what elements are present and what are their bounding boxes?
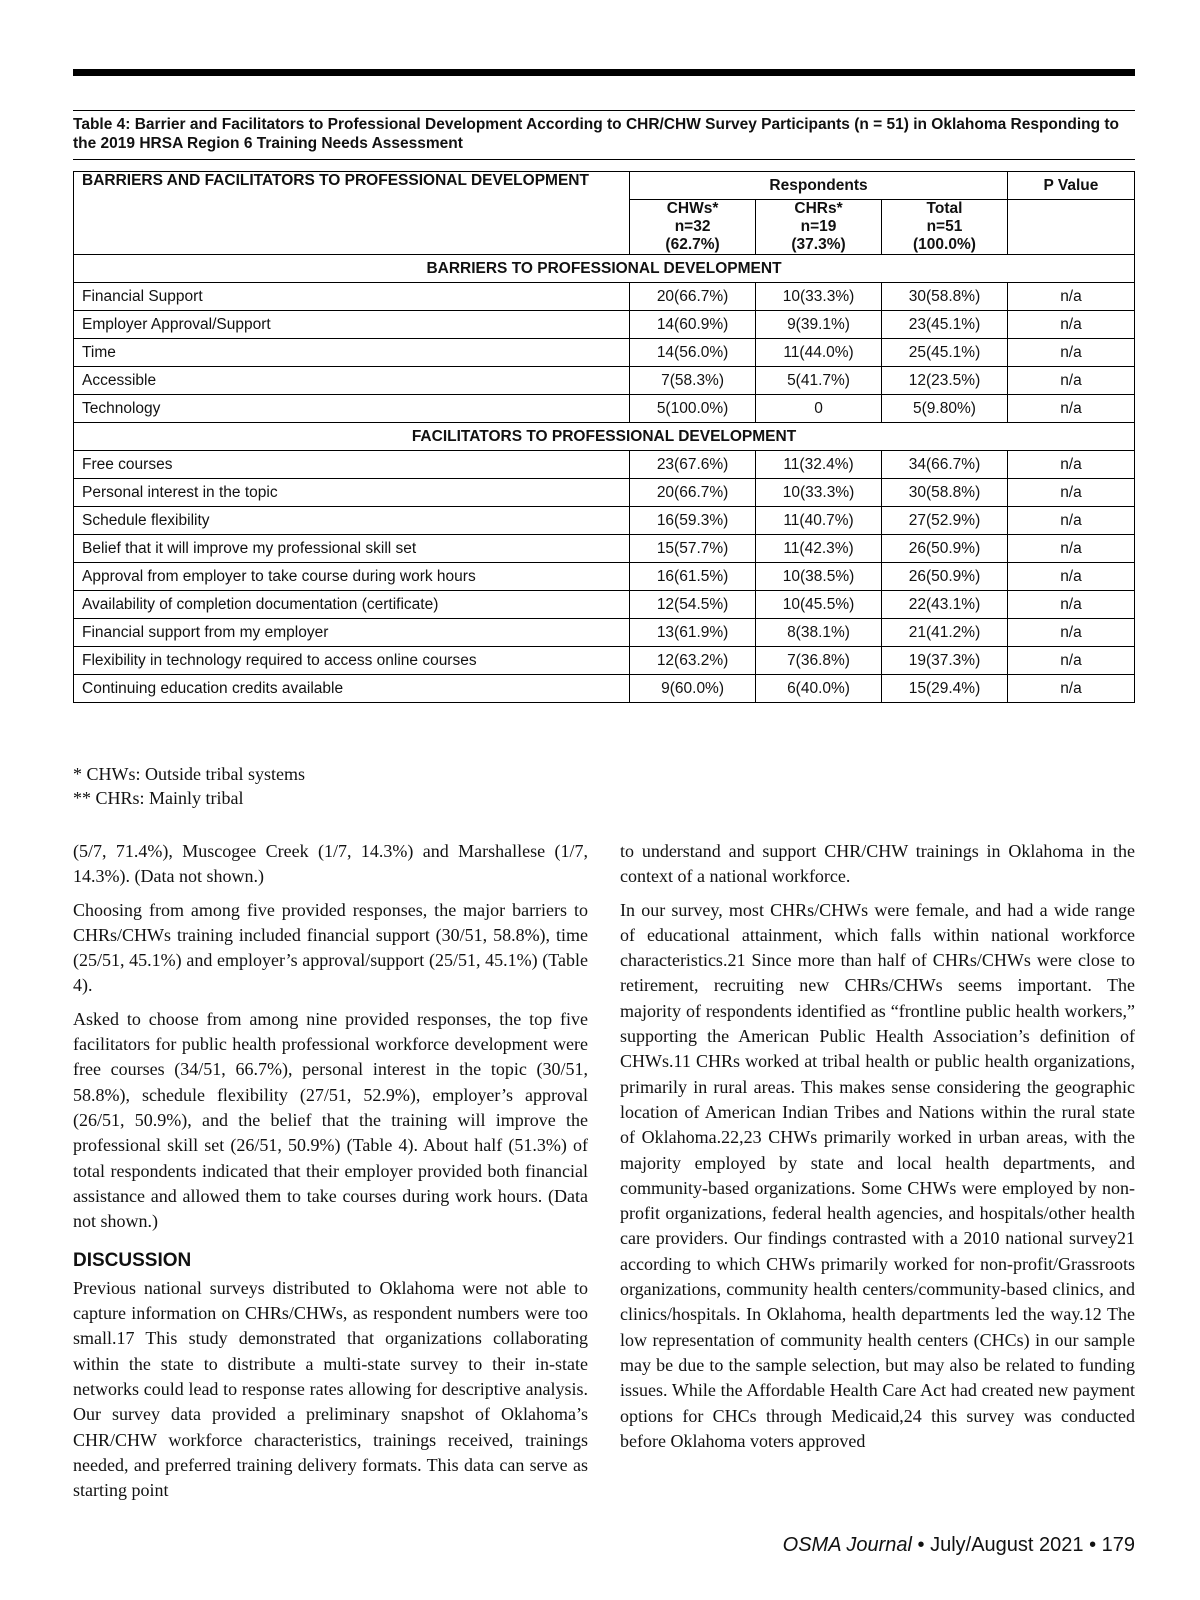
cell-chws: 12(54.5%) [630, 591, 756, 619]
table-notes [73, 762, 305, 810]
cell-total: 25(45.1%) [882, 339, 1008, 367]
results-table [73, 171, 1135, 703]
cell-pvalue: n/a [1007, 563, 1134, 591]
row-label: Schedule flexibility [74, 507, 630, 535]
subheader-pvalue-empty [1007, 200, 1134, 255]
barriers-body [74, 283, 1135, 423]
row-label: Belief that it will improve my professional skill set [74, 535, 630, 563]
cell-total: 30(58.8%) [882, 283, 1008, 311]
header-respondents: Respondents [630, 172, 1008, 200]
subheader-chrs: CHRs* n=19 (37.3%) [756, 200, 882, 255]
cell-chrs: 11(40.7%) [756, 507, 882, 535]
row-label: Financial support from my employer [74, 619, 630, 647]
cell-pvalue: n/a [1007, 339, 1134, 367]
table-row [74, 367, 1135, 395]
cell-chws: 20(66.7%) [630, 283, 756, 311]
table-row [74, 395, 1135, 423]
header-barriers: BARRIERS AND FACILITATORS TO PROFESSIONAL DEVELOPMENT [74, 172, 630, 255]
cell-chrs: 8(38.1%) [756, 619, 882, 647]
cell-pvalue: n/a [1007, 675, 1134, 703]
table-row [74, 563, 1135, 591]
cell-pvalue: n/a [1007, 507, 1134, 535]
table-row [74, 339, 1135, 367]
cell-chws: 12(63.2%) [630, 647, 756, 675]
cell-chws: 14(56.0%) [630, 339, 756, 367]
cell-pvalue: n/a [1007, 395, 1134, 423]
cell-chrs: 9(39.1%) [756, 311, 882, 339]
section-heading: DISCUSSION [73, 1250, 192, 1272]
row-label: Continuing education credits available [74, 675, 630, 703]
table-row [74, 647, 1135, 675]
note-chws: * CHWs: Outside tribal systems [73, 764, 305, 784]
cell-total: 22(43.1%) [882, 591, 1008, 619]
header-pvalue: P Value [1007, 172, 1134, 200]
cell-chrs: 10(45.5%) [756, 591, 882, 619]
table-caption-box [73, 110, 1135, 160]
cell-total: 26(50.9%) [882, 535, 1008, 563]
body-paragraph: Previous national surveys distributed to Oklahoma were not able to capture information on CHRs/CHWs, as respondent numbers were too small.17 This study demonstrated that organizations collaborating within the state to distribute a multi-state survey to their in-state networks could lead to response rates allowing for descriptive analysis. Our survey data provided a preliminary snapshot of Oklahoma’s CHR/CHW workforce characteristics, trainings received, trainings needed, and preferred training delivery formats. This data can serve as starting point [73, 1277, 588, 1501]
table-row [74, 535, 1135, 563]
cell-chrs: 11(44.0%) [756, 339, 882, 367]
section-facilitators: FACILITATORS TO PROFESSIONAL DEVELOPMENT [74, 423, 1135, 451]
cell-chws: 5(100.0%) [630, 395, 756, 423]
facilitators-body [74, 451, 1135, 703]
cell-chws: 15(57.7%) [630, 535, 756, 563]
table-row [74, 507, 1135, 535]
table-row [74, 283, 1135, 311]
cell-chws: 20(66.7%) [630, 479, 756, 507]
cell-chrs: 10(38.5%) [756, 563, 882, 591]
cell-chrs: 5(41.7%) [756, 367, 882, 395]
cell-chws: 14(60.9%) [630, 311, 756, 339]
cell-chws: 16(61.5%) [630, 563, 756, 591]
table-header-row [74, 172, 1135, 200]
row-label: Accessible [74, 367, 630, 395]
subheader-chws: CHWs* n=32 (62.7%) [630, 200, 756, 255]
cell-chrs: 0 [756, 395, 882, 423]
cell-total: 30(58.8%) [882, 479, 1008, 507]
cell-pvalue: n/a [1007, 311, 1134, 339]
section-row-barriers [74, 255, 1135, 283]
cell-pvalue: n/a [1007, 535, 1134, 563]
cell-pvalue: n/a [1007, 367, 1134, 395]
table-row [74, 591, 1135, 619]
body-paragraph: In our survey, most CHRs/CHWs were female, and had a wide range of educational attainment, which falls within national workforce characteristics.21 Since more than half of CHRs/CHWs were close to retirement, recruiting new CHRs/CHWs seems important. The majority of respondents identified as “frontline public health workers,” supporting the American Public Health Association’s definition of CHWs.11 CHRs worked at tribal health or public health organizations, primarily in rural areas. This makes sense considering the geographic location of American Indian Tribes and Nations within the rural state of Oklahoma.22,23 CHWs primarily worked in urban areas, with the majority employed by state and local health departments, and community-based organizations. Some CHWs were employed by non-profit organizations, federal health agencies, and hospitals/other health care providers. Our findings contrasted with a 2010 national survey21 according to which CHWs primarily worked for non-profit/Grassroots organizations, community health centers/community-based clinics, and clinics/hospitals. In Oklahoma, health departments led the way.12 The low representation of community health centers (CHCs) in our sample may be due to the sample selection, but may also be related to funding issues. While the Affordable Health Care Act had created new payment options for CHCs through Medicaid,24 this survey was conducted before Oklahoma voters approved [620, 899, 1135, 1451]
row-label: Employer Approval/Support [74, 311, 630, 339]
cell-chws: 16(59.3%) [630, 507, 756, 535]
cell-chrs: 10(33.3%) [756, 479, 882, 507]
row-label: Time [74, 339, 630, 367]
cell-chws: 7(58.3%) [630, 367, 756, 395]
table-row [74, 619, 1135, 647]
subheader-total: Total n=51 (100.0%) [882, 200, 1008, 255]
row-label: Availability of completion documentation (certificate) [74, 591, 630, 619]
cell-chws: 9(60.0%) [630, 675, 756, 703]
cell-chws: 23(67.6%) [630, 451, 756, 479]
cell-chrs: 6(40.0%) [756, 675, 882, 703]
row-label: Personal interest in the topic [74, 479, 630, 507]
body-paragraph: to understand and support CHR/CHW trainings in Oklahoma in the context of a national workforce. [620, 841, 1135, 887]
row-label: Technology [74, 395, 630, 423]
top-rule [73, 69, 1135, 76]
cell-pvalue: n/a [1007, 283, 1134, 311]
cell-total: 23(45.1%) [882, 311, 1008, 339]
footer-journal: OSMA Journal [782, 1534, 912, 1556]
row-label: Flexibility in technology required to access online courses [74, 647, 630, 675]
section-row-facilitators [74, 423, 1135, 451]
cell-total: 26(50.9%) [882, 563, 1008, 591]
table-row [74, 675, 1135, 703]
cell-pvalue: n/a [1007, 451, 1134, 479]
cell-pvalue: n/a [1007, 619, 1134, 647]
body-paragraph: Choosing from among five provided responses, the major barriers to CHRs/CHWs training included financial support (30/51, 58.8%), time (25/51, 45.1%) and employer’s approval/support (25/51, 45.1%) (Table 4). [73, 899, 588, 996]
cell-pvalue: n/a [1007, 647, 1134, 675]
section-barriers: BARRIERS TO PROFESSIONAL DEVELOPMENT [74, 255, 1135, 283]
cell-chrs: 11(32.4%) [756, 451, 882, 479]
table-caption: Table 4: Barrier and Facilitators to Professional Development According to CHR/CHW Survey Participants (n = 51) in Oklahoma Responding to the 2019 HRSA Region 6 Training Needs Assessment [73, 116, 1120, 152]
cell-total: 21(41.2%) [882, 619, 1008, 647]
cell-total: 27(52.9%) [882, 507, 1008, 535]
row-label: Free courses [74, 451, 630, 479]
table-row [74, 479, 1135, 507]
row-label: Financial Support [74, 283, 630, 311]
cell-total: 34(66.7%) [882, 451, 1008, 479]
cell-total: 19(37.3%) [882, 647, 1008, 675]
body-paragraph: (5/7, 71.4%), Muscogee Creek (1/7, 14.3%) and Marshallese (1/7, 14.3%). (Data not shown.) [73, 841, 588, 887]
body-paragraph: Asked to choose from among nine provided responses, the top five facilitators for public health professional workforce development were free courses (34/51, 66.7%), personal interest in the topic (30/51, 58.8%), schedule flexibility (27/51, 52.9%), employer’s approval (26/51, 50.9%), and the belief that the training will improve the professional skill set (26/51, 50.9%) (Table 4). About half (51.3%) of total respondents indicated that their employer provided both financial assistance and allowed them to take courses during work hours. (Data not shown.) [73, 1008, 588, 1232]
right-column [620, 839, 1135, 1462]
note-chrs: ** CHRs: Mainly tribal [73, 788, 244, 808]
footer-issue: • July/August 2021 • 179 [911, 1534, 1135, 1556]
cell-total: 5(9.80%) [882, 395, 1008, 423]
page-footer [783, 1534, 1135, 1557]
cell-total: 12(23.5%) [882, 367, 1008, 395]
table-row [74, 451, 1135, 479]
row-label: Approval from employer to take course during work hours [74, 563, 630, 591]
table-row [74, 311, 1135, 339]
cell-chrs: 10(33.3%) [756, 283, 882, 311]
cell-pvalue: n/a [1007, 591, 1134, 619]
cell-chrs: 7(36.8%) [756, 647, 882, 675]
cell-chrs: 11(42.3%) [756, 535, 882, 563]
cell-total: 15(29.4%) [882, 675, 1008, 703]
cell-chws: 13(61.9%) [630, 619, 756, 647]
cell-pvalue: n/a [1007, 479, 1134, 507]
left-column [73, 839, 588, 1511]
